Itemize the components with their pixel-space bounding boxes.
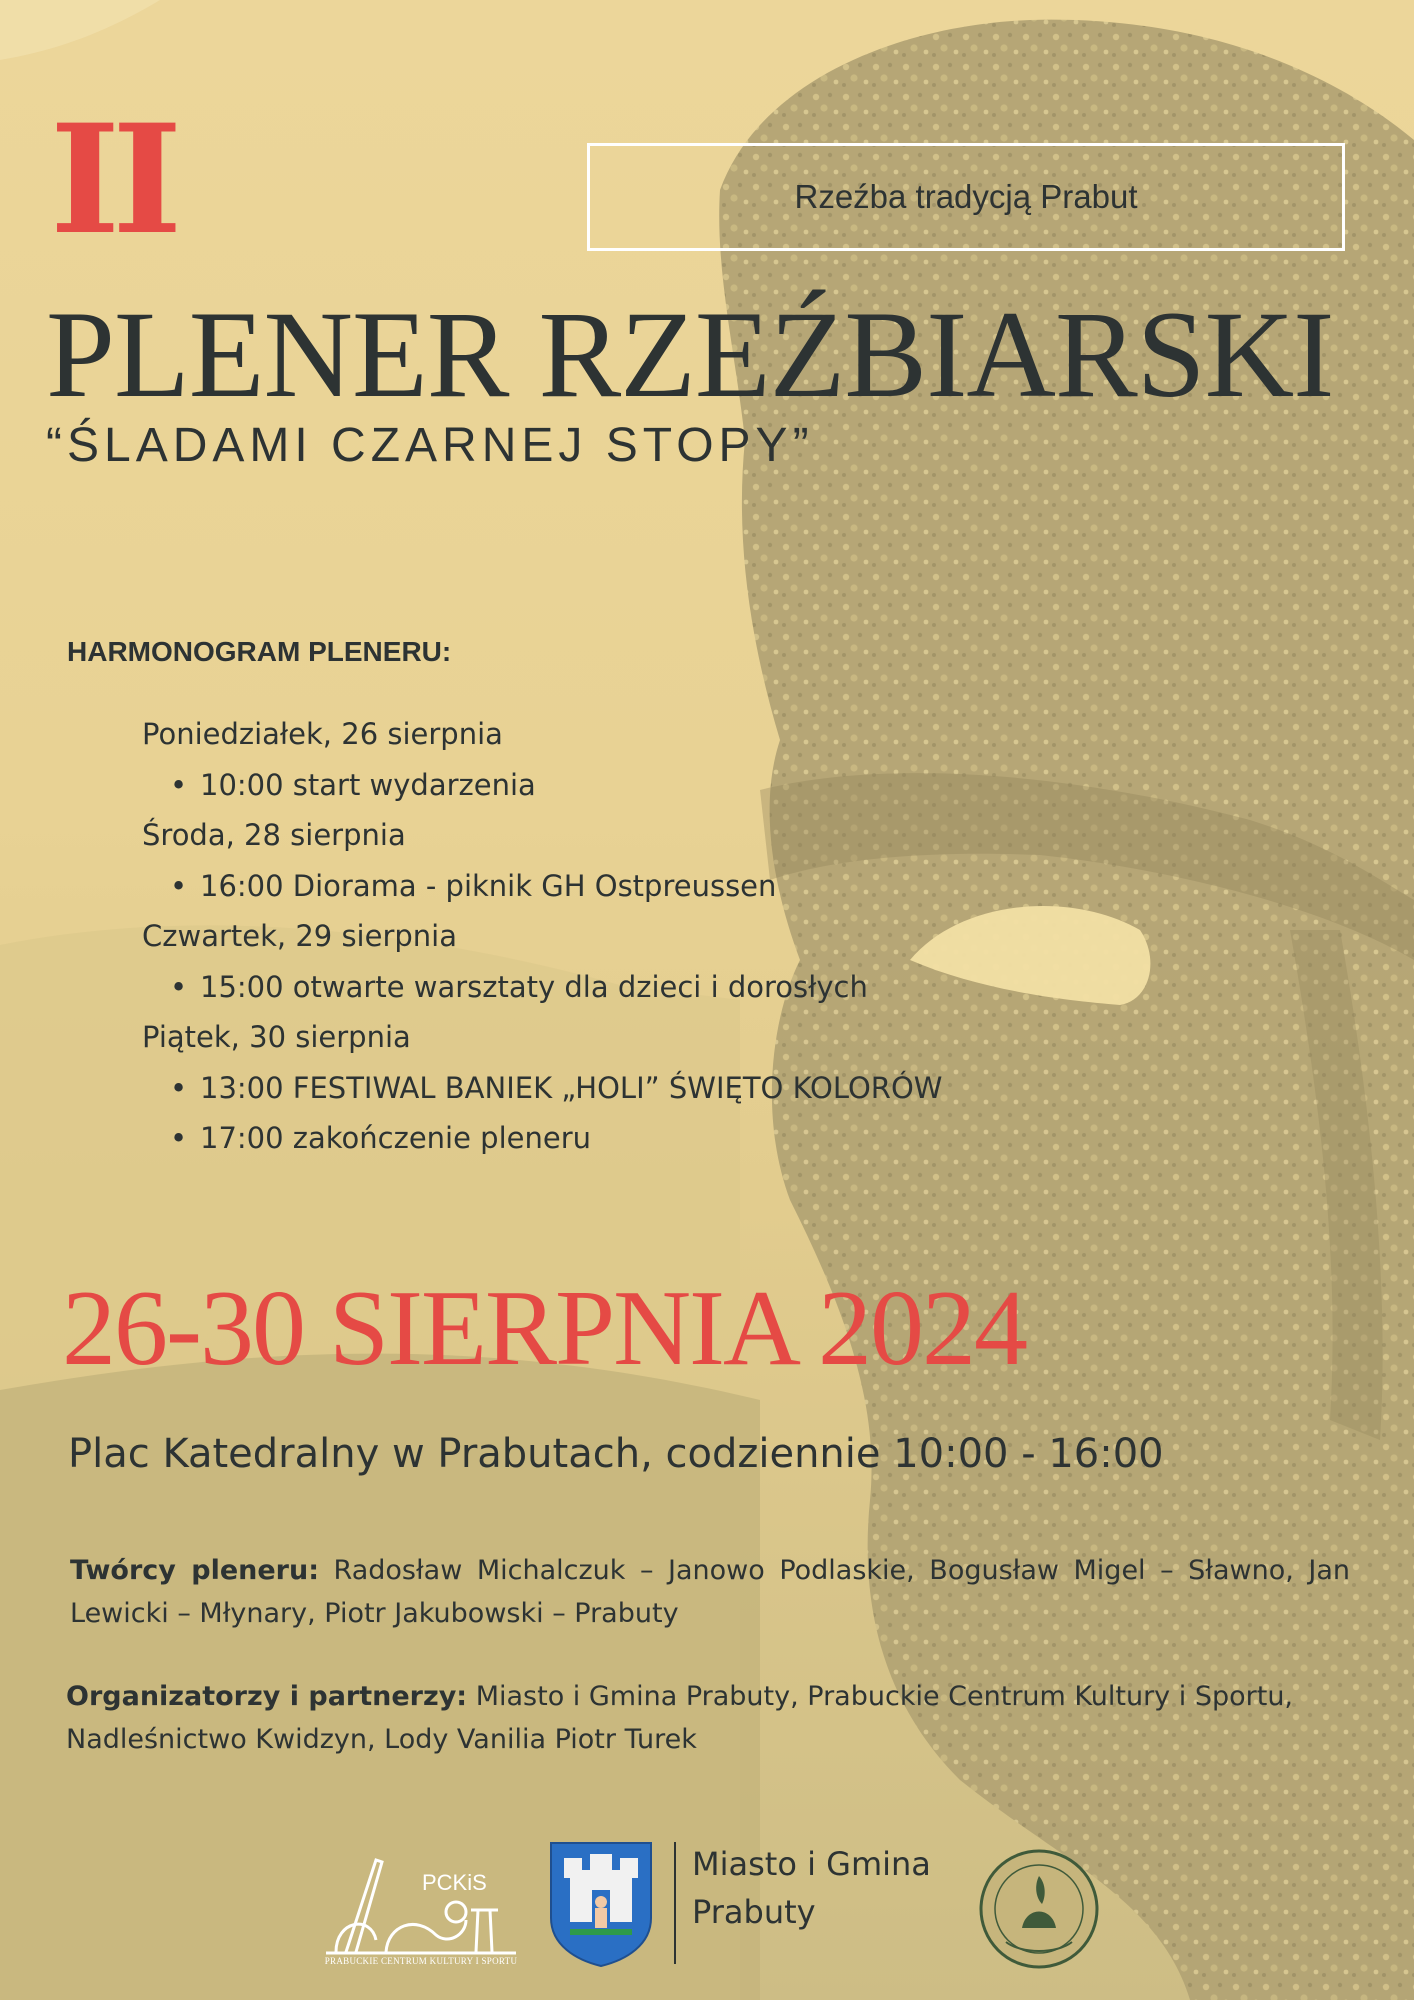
event-dates: 26-30 SIERPNIA 2024 bbox=[62, 1269, 1027, 1388]
edition-number: II bbox=[50, 92, 175, 268]
prabuty-crest-icon bbox=[548, 1840, 654, 1968]
city-name bbox=[692, 1840, 931, 1936]
motto-text: Rzeźba tradycją Prabut bbox=[794, 178, 1138, 215]
pckis-full-name: PRABUCKIE CENTRUM KULTURY I SPORTU bbox=[324, 1956, 518, 1966]
schedule-event bbox=[142, 861, 1042, 912]
schedule-heading: HARMONOGRAM PLENERU: bbox=[67, 636, 452, 667]
schedule-list bbox=[142, 709, 1042, 1164]
schedule-day: Poniedziałek, 26 sierpnia bbox=[142, 717, 503, 751]
schedule-event bbox=[142, 962, 1042, 1013]
event-text: 17:00 zakończenie pleneru bbox=[200, 1121, 592, 1155]
creators-paragraph bbox=[70, 1549, 1350, 1635]
logo-strip bbox=[0, 1830, 1414, 1980]
partners-text: Miasto i Gmina Prabuty, Prabuckie Centrum Kultury i Sportu, Nadleśnictwo Kwidzyn, Lody Vanilia Piotr Turek bbox=[66, 1681, 1294, 1755]
pckis-logo bbox=[316, 1840, 526, 1970]
pckis-short-name: PCKiS bbox=[422, 1870, 487, 1895]
motto-box bbox=[587, 143, 1345, 251]
bullet-icon: • bbox=[170, 1121, 188, 1155]
bullet-icon: • bbox=[170, 1070, 188, 1105]
city-name-line2: Prabuty bbox=[692, 1893, 816, 1931]
event-text: 15:00 otwarte warsztaty dla dzieci i dorosłych bbox=[200, 969, 868, 1004]
schedule-day: Piątek, 30 sierpnia bbox=[142, 1020, 411, 1054]
pckis-emblem-icon bbox=[316, 1840, 526, 1970]
partners-label: Organizatorzy i partnerzy: bbox=[66, 1681, 468, 1712]
event-title: PLENER RZEŹBIARSKI bbox=[46, 286, 1334, 423]
bullet-icon: • bbox=[170, 969, 188, 1004]
event-text: 16:00 Diorama - piknik GH Ostpreussen bbox=[200, 868, 777, 903]
bullet-icon: • bbox=[170, 767, 188, 802]
event-text: 13:00 FESTIWAL BANIEK „HOLI” ŚWIĘTO KOLORÓW bbox=[200, 1070, 943, 1105]
bullet-icon: • bbox=[170, 868, 188, 903]
schedule-day: Czwartek, 29 sierpnia bbox=[142, 919, 457, 953]
schedule-event bbox=[142, 760, 1042, 811]
forest-district-seal-icon bbox=[976, 1846, 1102, 1972]
creators-label: Twórcy pleneru: bbox=[70, 1555, 319, 1586]
partners-paragraph bbox=[66, 1675, 1346, 1761]
city-name-line1: Miasto i Gmina bbox=[692, 1845, 931, 1883]
event-subtitle: “ŚLADAMI CZARNEJ STOPY” bbox=[46, 419, 814, 472]
creators-text: Radosław Michalczuk – Janowo Podlaskie, Bogusław Migel – Sławno, Jan Lewicki – Młynary, Piotr Jakubowski – Prabuty bbox=[70, 1555, 1350, 1629]
schedule-day: Środa, 28 sierpnia bbox=[142, 818, 406, 852]
event-text: 10:00 start wydarzenia bbox=[200, 767, 536, 802]
schedule-event bbox=[142, 1063, 1042, 1114]
logo-divider bbox=[674, 1842, 676, 1964]
venue-and-hours: Plac Katedralny w Prabutach, codziennie 10:00 - 16:00 bbox=[68, 1431, 1164, 1477]
schedule-event bbox=[142, 1113, 1042, 1164]
